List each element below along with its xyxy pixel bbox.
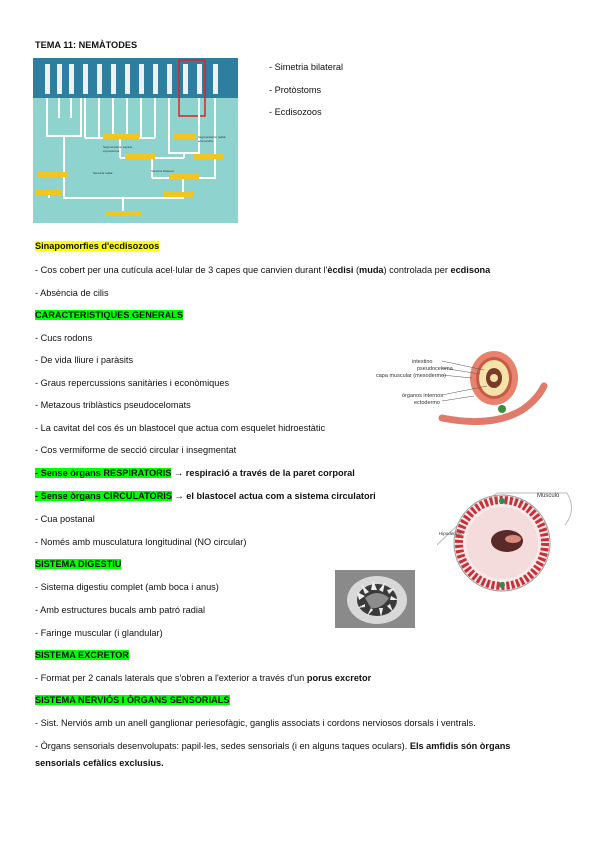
cross-section-diagram [437,485,577,600]
page-title: TEMA 11: NEMÀTODES [35,40,138,50]
caracteristiques-heading: CARACTERISTIQUES GENERALS [35,310,184,320]
digestiu-item-2: - Amb estructures bucals amb patró radial [35,605,206,615]
svg-text:Segmentación espiral,: Segmentación espiral, [103,145,133,149]
intro-bullet-2: - Protòstoms [269,85,322,95]
carac-item-2: - De vida lliure i paràsits [35,355,134,365]
label-musculo: Músculo [537,493,560,499]
nervios-heading: SISTEMA NERVIÓS I ÒRGANS SENSORIALS [35,695,230,705]
digestiu-item-3: - Faringe muscular (i glandular) [35,628,163,638]
svg-text:Segmentación radial,: Segmentación radial, [198,135,227,139]
sinapomorfies-heading: Sinapomorfies d'ecdisozoos [35,241,160,251]
nervios-item-2: - Òrgans sensorials desenvolupats: papil·les, sedes sensorials (i en alguns taques oculars). Els amfidis són òrgans sensorials cefàlics exclusius. [35,741,511,768]
intro-bullet-1: - Simetria bilateral [269,62,344,72]
label-ectodermo: ectodermo [414,400,440,406]
svg-text:Simetría radial: Simetría radial [93,171,113,175]
label-organos-internos: órganos internos [402,393,443,399]
svg-text:enterocelia,: enterocelia, [198,139,214,143]
carac-musculatura: - Només amb musculatura longitudinal (NO circular) [35,537,247,547]
carac-item-4: - Metazous triblàstics pseudocelomats [35,400,191,410]
carac-item-5: - La cavitat del cos és un blastocel que actua com esquelet hidroestàtic [35,423,326,433]
label-intestino: intestino [412,359,433,365]
digestiu-heading: SISTEMA DIGESTIU [35,559,122,569]
phylogeny-tree-figure [33,58,238,223]
sinapomorfia-cilis: - Absència de cilis [35,288,109,298]
excretor-heading: SISTEMA EXCRETOR [35,650,129,660]
label-pseudoceloma: pseudoceloma [417,366,453,372]
excretor-item: - Format per 2 canals laterals que s'obren a l'exterior a través d'un porus excretor [35,673,372,683]
digestiu-item-1: - Sistema digestiu complet (amb boca i anus) [35,582,219,592]
sinapomorfia-cuticula: - Cos cobert per una cutícula acel·lular de 3 capes que canvien durant l'ècdisi (muda) controlada per ecdisona [35,265,491,275]
carac-item-1: - Cucs rodons [35,333,93,343]
carac-circulatoris: - Sense òrgans CIRCULATORIS → el blastocel actua com a sistema circulatori [35,491,376,501]
carac-respiratoris: - Sense òrgans RESPIRATORIS → respiració a través de la paret corporal [35,468,355,478]
label-hipodermis: Hipodermis [439,531,462,536]
intro-bullet-3: - Ecdisozoos [269,107,322,117]
mouth-micrograph [335,570,415,628]
worm-anatomy-diagram [372,348,572,438]
svg-text:Simetría bilateral: Simetría bilateral [151,169,174,173]
carac-item-6: - Cos vermiforme de secció circular i insegmentat [35,445,237,455]
carac-item-3: - Graus repercussions sanitàries i econòmiques [35,378,230,388]
svg-text:exposcecría,: exposcecría, [103,149,121,153]
nervios-item-1: - Sist. Nerviós amb un anell ganglionar periesofàgic, ganglis associats i cordons nerviosos dorsals i ventrals. [35,718,476,728]
label-capa-muscular: capa muscular (mesodermo) [376,373,446,379]
carac-cua: - Cua postanal [35,514,95,524]
